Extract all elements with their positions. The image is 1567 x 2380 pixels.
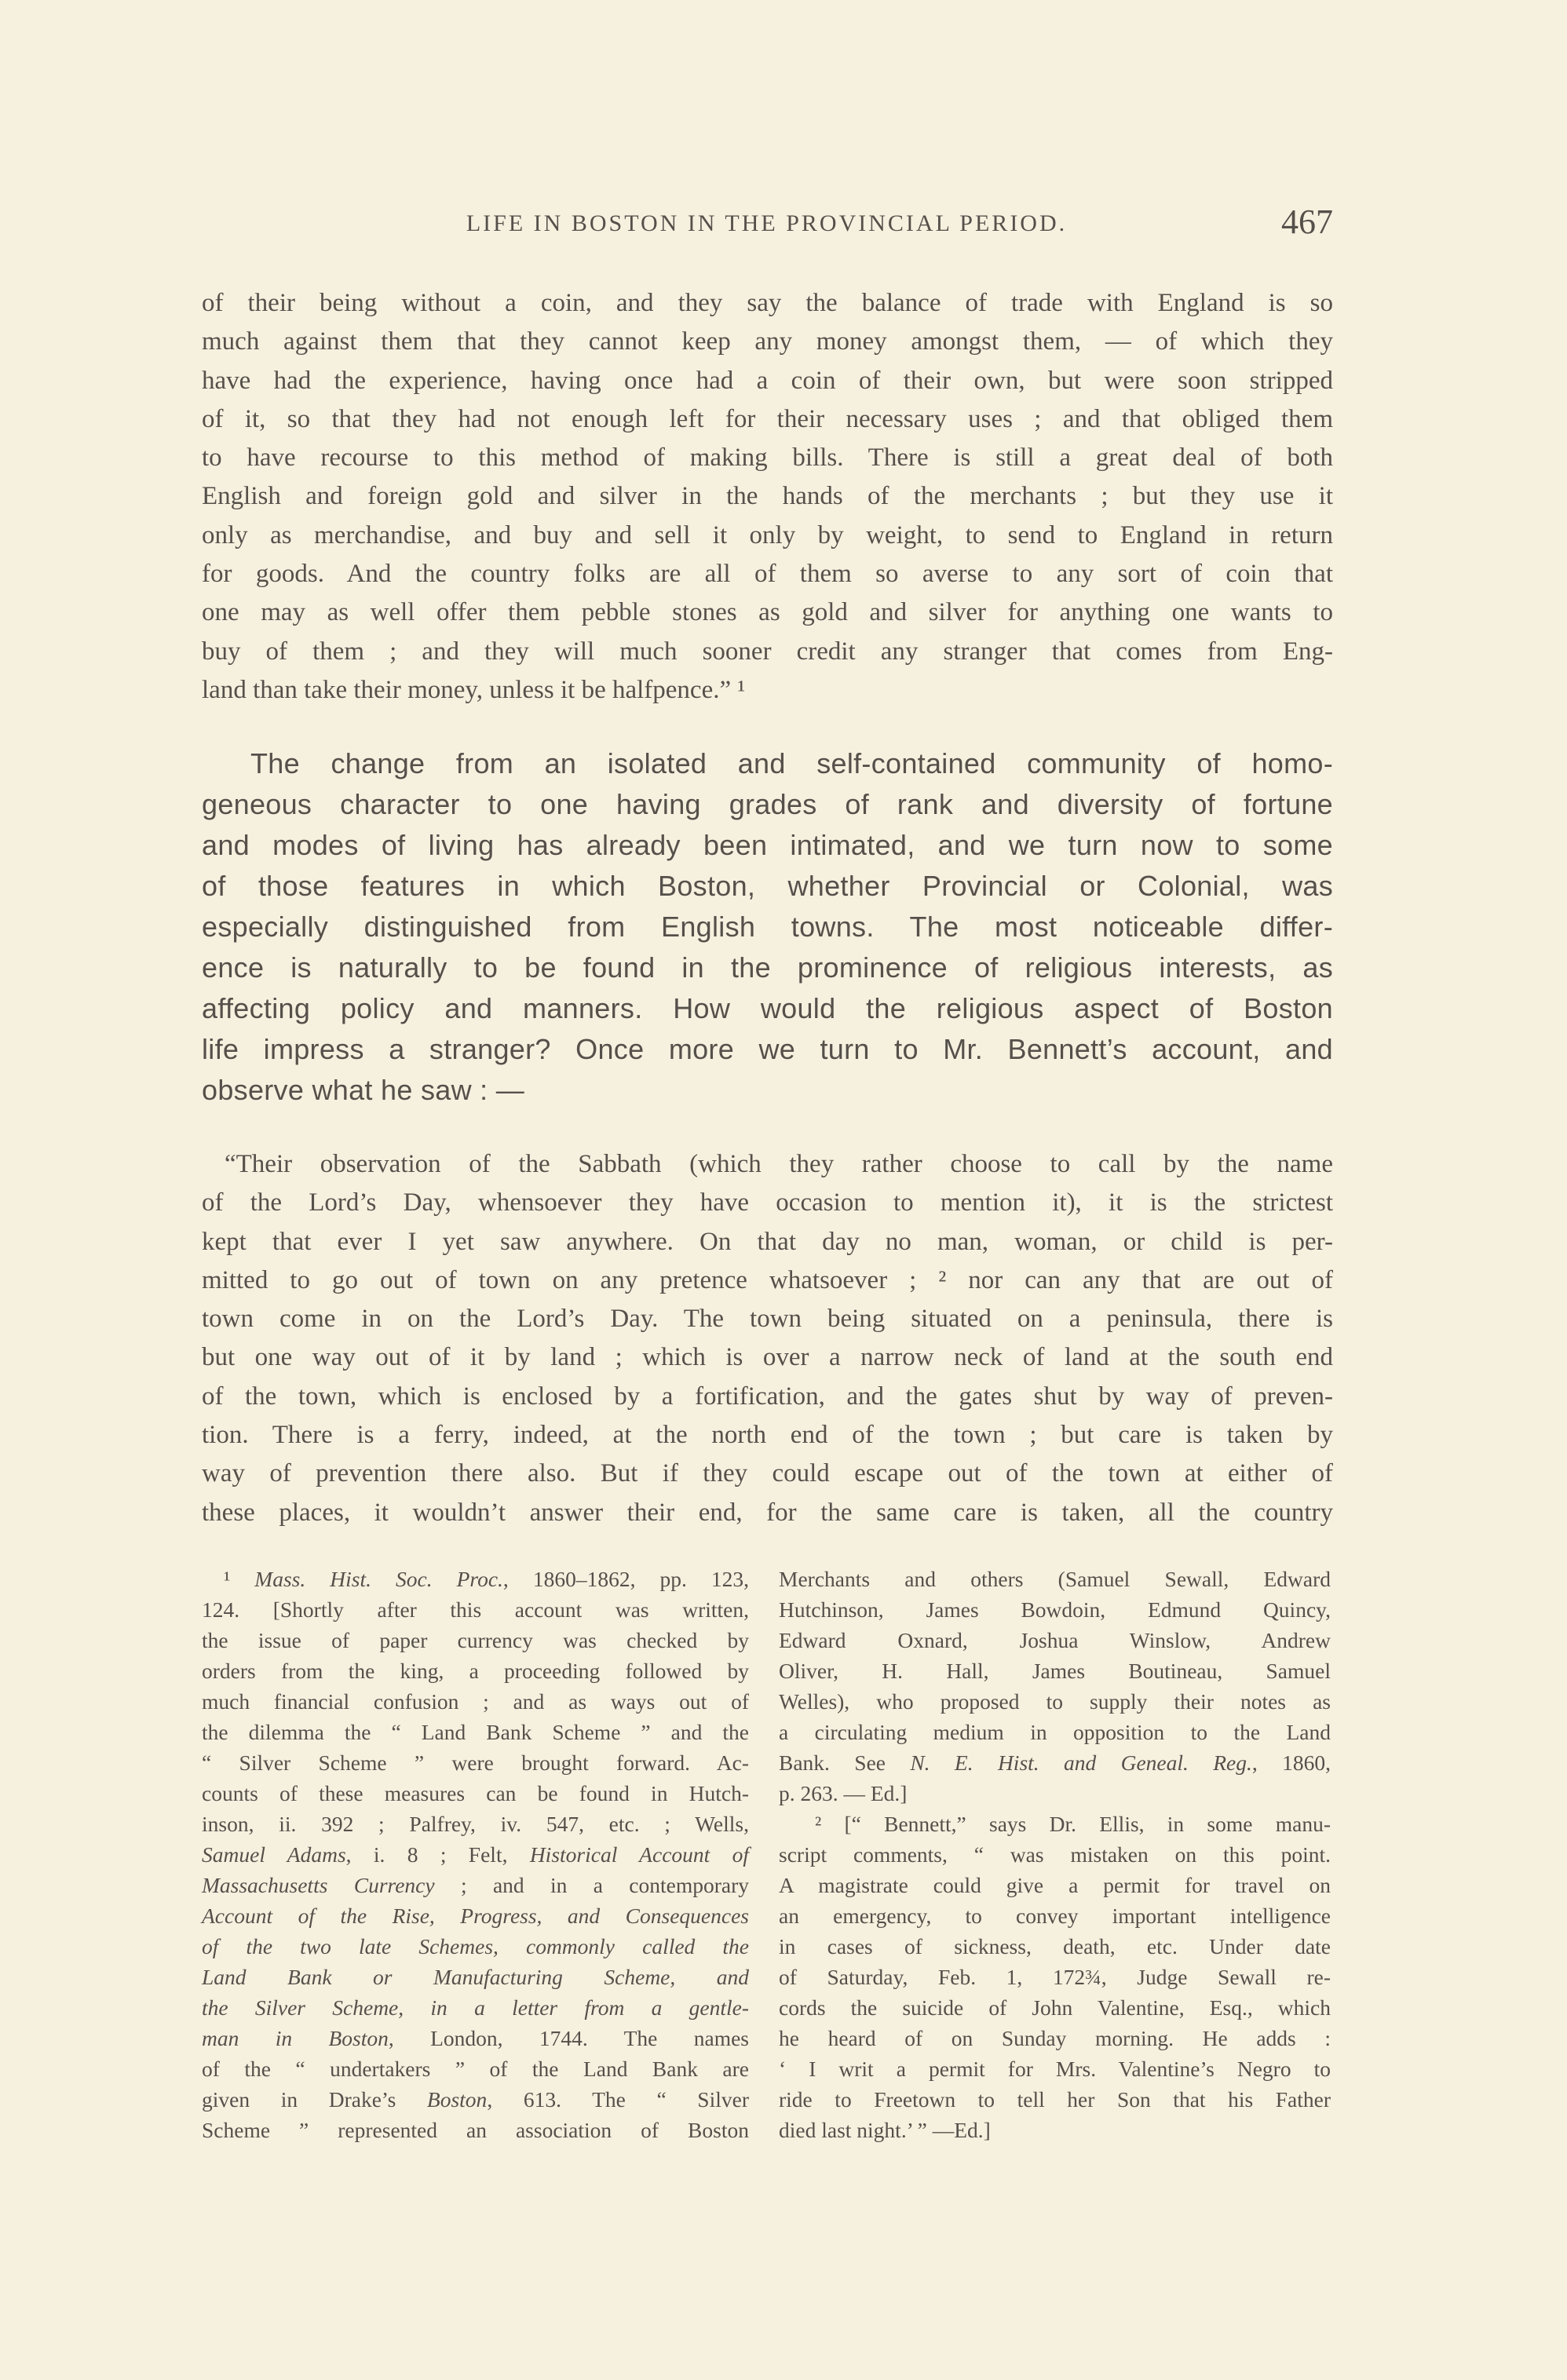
body-text-line: these places, it wouldn’t answer their end, for the same care is taken, all the country (202, 1498, 1333, 1527)
body-text-line: and modes of living has already been intimated, and we turn now to some (202, 829, 1333, 861)
footnote-line: much financial confusion ; and as ways out of (202, 1689, 749, 1714)
footnote-line (779, 1747, 1331, 1778)
footnote-line (202, 1564, 749, 1594)
footnotes-left-column (202, 1564, 749, 2145)
footnote-line: counts of these measures can be found in Hutch- (202, 1781, 749, 1805)
body-text-line: mitted to go out of town on any pretence whatsoever ; ² nor can any that are out of (202, 1265, 1333, 1294)
footnote-line: “ Silver Scheme ” were brought forward. Ac- (202, 1750, 749, 1775)
text-segment: ; and in a contemporary (434, 1873, 749, 1897)
footnote-line: he heard of on Sunday morning. He adds : (779, 2026, 1331, 2050)
footnote-line: ride to Freetown to tell her Son that his Father (779, 2087, 1331, 2112)
footnote-line: the issue of paper currency was checked by (202, 1628, 749, 1652)
body-text-line: of their being without a coin, and they say the balance of trade with England is so (202, 289, 1333, 317)
body-text-line: affecting policy and manners. How would the religious aspect of Boston (202, 992, 1333, 1024)
italic-citation: Account of the Rise, Progress, and Consequences (202, 1904, 749, 1928)
footnote-line: of Saturday, Feb. 1, 172¾, Judge Sewall re- (779, 1965, 1331, 1989)
footnote-line: inson, ii. 392 ; Palfrey, iv. 547, etc. ; Wells, (202, 1812, 749, 1836)
body-text-line: buy of them ; and they will much sooner credit any stranger that comes from Eng- (202, 637, 1333, 666)
body-text-line: geneous character to one having grades of rank and diversity of fortune (202, 788, 1333, 820)
body-text-line: especially distinguished from English towns. The most noticeable differ- (202, 911, 1333, 943)
footnote-line: the dilemma the “ Land Bank Scheme ” and the (202, 1720, 749, 1744)
body-text-line: for goods. And the country folks are all of them so averse to any sort of coin that (202, 560, 1333, 589)
italic-citation: the Silver Scheme, in a letter from a gentle- (202, 1995, 749, 2020)
italic-citation: Mass. Hist. Soc. Proc. (254, 1567, 503, 1591)
text-segment: Bank. See (779, 1750, 911, 1775)
italic-citation: man in Boston (202, 2026, 389, 2050)
footnote-line: Scheme ” represented an association of Boston (202, 2118, 749, 2142)
footnote-line: died last night.’ ” —Ed.] (779, 2118, 991, 2142)
page-number: 467 (1281, 203, 1333, 241)
footnote-line (202, 1962, 749, 1992)
footnote-line (202, 1900, 749, 1931)
footnote-line (202, 1839, 749, 1870)
footnote-line: Merchants and others (Samuel Sewall, Edward (779, 1567, 1331, 1591)
footnote-line: ² [“ Bennett,” says Dr. Ellis, in some manu- (815, 1812, 1331, 1836)
text-segment: ¹ (224, 1567, 255, 1591)
text-segment: , i. 8 ; Felt, (345, 1842, 530, 1867)
body-text-line: tion. There is a ferry, indeed, at the north end of the town ; but care is taken by (202, 1421, 1333, 1450)
body-text-line: of it, so that they had not enough left for their necessary uses ; and that obliged them (202, 404, 1333, 433)
body-text-line: kept that ever I yet saw anywhere. On that day no man, woman, or child is per- (202, 1227, 1333, 1256)
text-segment: , 1860–1862, pp. 123, (502, 1567, 750, 1591)
footnote-line: Edward Oxnard, Joshua Winslow, Andrew (779, 1628, 1331, 1652)
italic-citation: Boston (426, 2087, 488, 2112)
footnote-line (202, 1870, 749, 1900)
footnote-line: a circulating medium in opposition to the Land (779, 1720, 1331, 1744)
italic-citation: N. E. Hist. and Geneal. Reg. (910, 1750, 1252, 1775)
italic-citation: Land Bank or Manufacturing Scheme, and (202, 1965, 749, 1989)
footnote-line: ‘ I writ a permit for Mrs. Valentine’s Negro to (779, 2057, 1331, 2081)
text-segment: , 1860, (1251, 1750, 1331, 1775)
footnote-line: of the “ undertakers ” of the Land Bank are (202, 2057, 749, 2081)
body-text-line: of those features in which Boston, whether Provincial or Colonial, was (202, 870, 1333, 902)
italic-citation: Historical Account of (529, 1842, 750, 1867)
body-text-line: life impress a stranger? Once more we turn to Mr. Bennett’s account, and (202, 1033, 1333, 1065)
text-segment: given in Drake’s (202, 2087, 427, 2112)
italic-citation: Massachusetts Currency (202, 1873, 435, 1897)
italic-citation: of the two late Schemes, commonly called the (202, 1934, 749, 1958)
body-text-line: ence is naturally to be found in the prominence of religious interests, as (202, 951, 1333, 984)
footnote-line: in cases of sickness, death, etc. Under date (779, 1934, 1331, 1958)
body-text-line: observe what he saw : — (202, 1074, 525, 1106)
paragraph-1 (202, 284, 1333, 710)
footnote-line (202, 2023, 749, 2053)
footnote-line: Hutchinson, James Bowdoin, Edmund Quincy, (779, 1597, 1331, 1622)
footnotes-right-column (779, 1564, 1331, 2145)
body-text-line: have had the experience, having once had a coin of their own, but were soon stripped (202, 366, 1333, 395)
footnote-line: cords the suicide of John Valentine, Esq., which (779, 1995, 1331, 2020)
paragraph-2 (202, 743, 1333, 1111)
text-segment: , 613. The “ Silver (487, 2087, 749, 2112)
paragraph-3 (202, 1145, 1333, 1532)
body-text-line: land than take their money, unless it be halfpence.” ¹ (202, 675, 746, 704)
footnote-line: Welles), who proposed to supply their notes as (779, 1689, 1331, 1714)
footnote-line: 124. [Shortly after this account was written, (202, 1597, 749, 1622)
body-text-line: way of prevention there also. But if they could escape out of the town at either of (202, 1459, 1333, 1488)
footnote-line (202, 2084, 749, 2115)
body-text-line: of the town, which is enclosed by a fortification, and the gates shut by way of preven- (202, 1382, 1333, 1411)
footnote-line: A magistrate could give a permit for travel on (779, 1873, 1331, 1897)
footnote-line: Oliver, H. Hall, James Boutineau, Samuel (779, 1659, 1331, 1683)
text-segment: , London, 1744. The names (388, 2026, 750, 2050)
footnote-line: p. 263. — Ed.] (779, 1781, 908, 1805)
body-text-line: The change from an isolated and self-contained community of homo- (250, 747, 1333, 779)
body-text-line: of the Lord’s Day, whensoever they have occasion to mention it), it is the strictest (202, 1188, 1333, 1217)
footnote-line: orders from the king, a proceeding followed by (202, 1659, 749, 1683)
italic-citation: Samuel Adams (202, 1842, 346, 1867)
footnote-line: script comments, “ was mistaken on this point. (779, 1842, 1331, 1867)
running-header-title: LIFE IN BOSTON IN THE PROVINCIAL PERIOD. (466, 210, 1068, 236)
body-text-line: English and foreign gold and silver in the hands of the merchants ; but they use it (202, 482, 1333, 511)
body-text-line: but one way out of it by land ; which is over a narrow neck of land at the south end (202, 1343, 1333, 1372)
body-text-line: town come in on the Lord’s Day. The town being situated on a peninsula, there is (202, 1305, 1333, 1334)
body-text-line: “Their observation of the Sabbath (which they rather choose to call by the name (225, 1150, 1333, 1178)
footnote-line: an emergency, to convey important intelligence (779, 1904, 1331, 1928)
body-text-line: only as merchandise, and buy and sell it only by weight, to send to England in return (202, 520, 1333, 549)
body-text-line: to have recourse to this method of making bills. There is still a great deal of both (202, 444, 1333, 473)
body-text-line: much against them that they cannot keep any money amongst them, — of which they (202, 327, 1333, 356)
body-text-line: one may as well offer them pebble stones as gold and silver for anything one wants to (202, 598, 1333, 627)
footnote-line (202, 1992, 749, 2023)
footnote-line (202, 1931, 749, 1962)
